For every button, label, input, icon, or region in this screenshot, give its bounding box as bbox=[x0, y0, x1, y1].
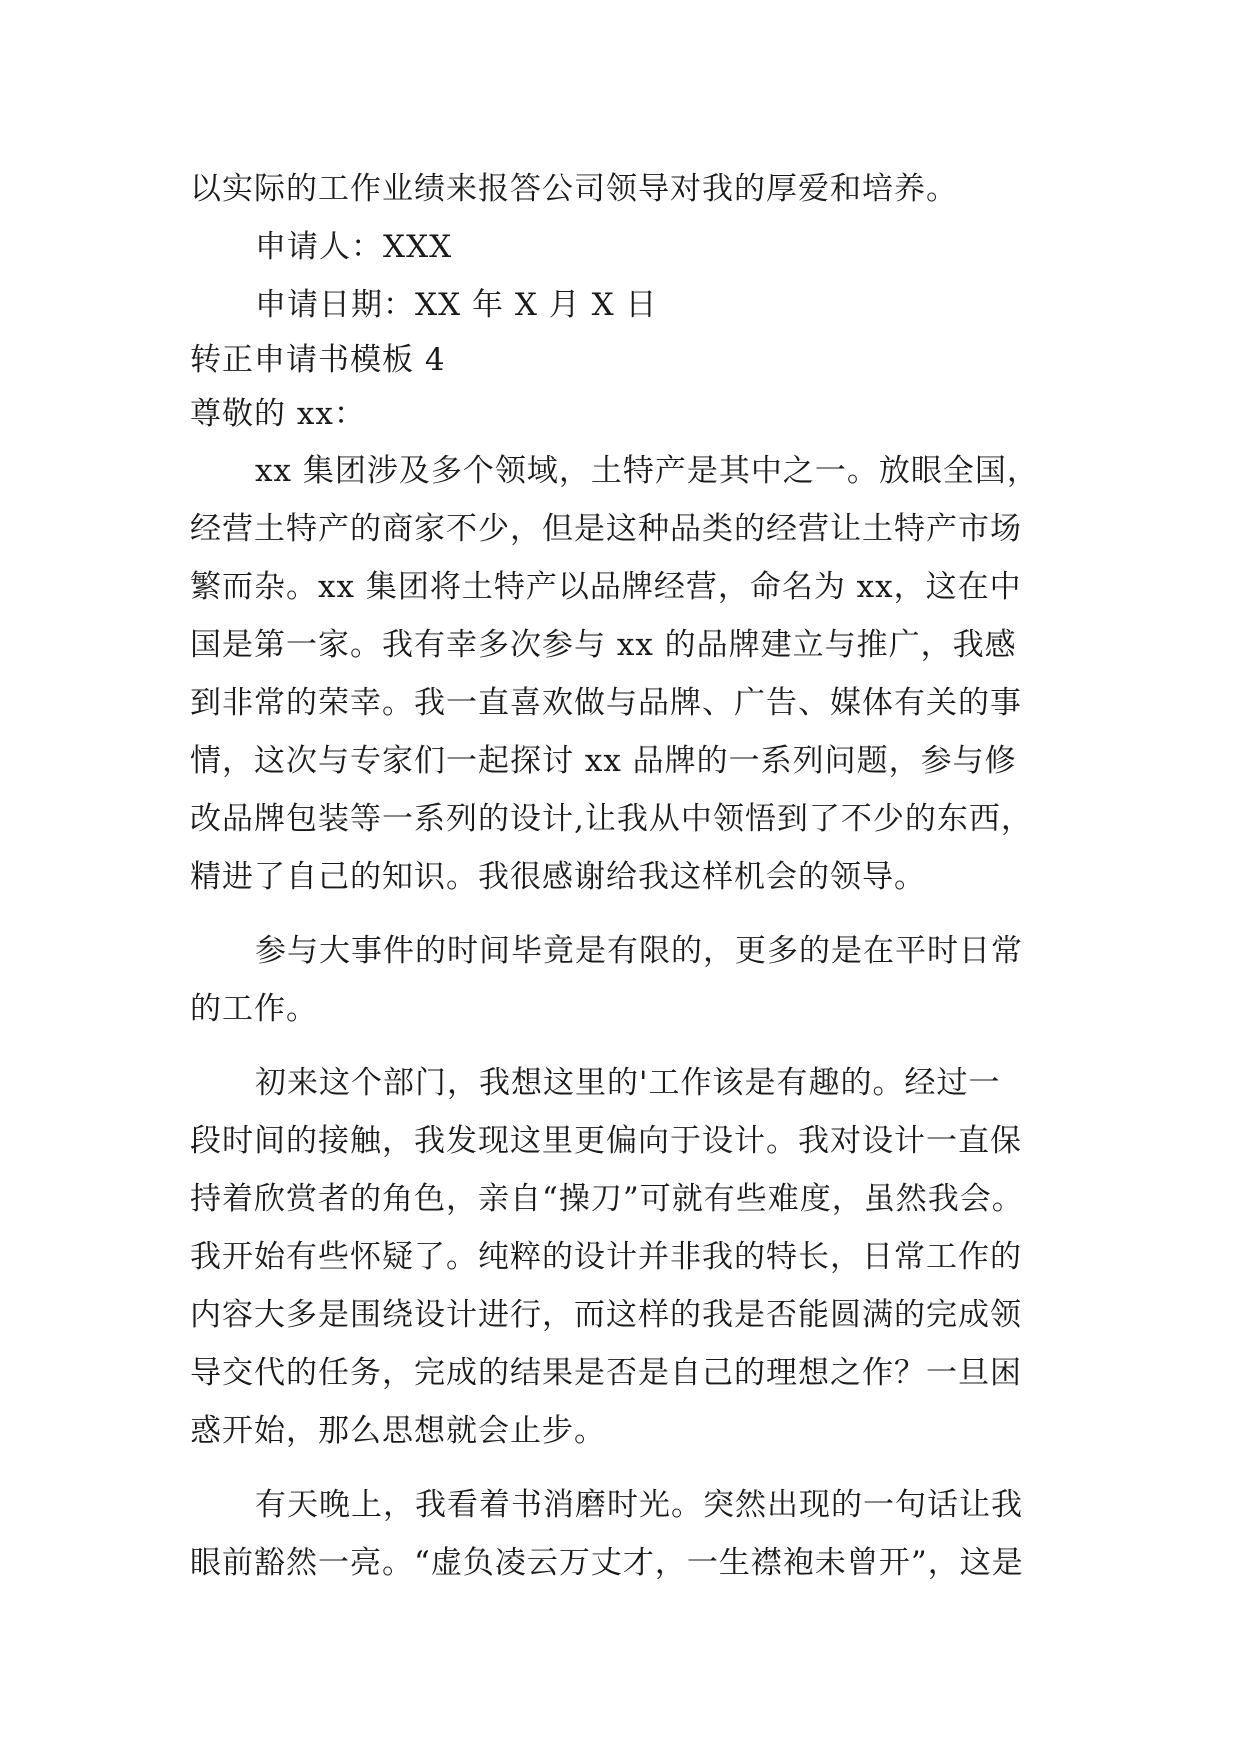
paragraph-line: 国是第一家。我有幸多次参与 xx 的品牌建立与推广，我感 bbox=[190, 627, 1017, 663]
paragraph-line: 内容大多是围绕设计进行，而这样的我是否能圆满的完成领 bbox=[190, 1297, 1022, 1333]
paragraph bbox=[190, 1054, 1070, 1460]
paragraph bbox=[190, 442, 1070, 906]
paragraph-line: 经营土特产的商家不少，但是这种品类的经营让土特产市场 bbox=[190, 511, 1022, 547]
paragraph-gap bbox=[190, 1460, 1070, 1476]
paragraph-gap bbox=[190, 1038, 1070, 1054]
paragraph-line: 我开始有些怀疑了。纯粹的设计并非我的特长，日常工作的 bbox=[190, 1239, 1022, 1275]
document-body bbox=[190, 160, 1070, 1592]
paragraph-line: 眼前豁然一亮。“虚负凌云万丈才，一生襟袍未曾开”，这是 bbox=[190, 1545, 1024, 1581]
paragraph-line: 繁而杂。xx 集团将土特产以品牌经营，命名为 xx，这在中 bbox=[190, 569, 1022, 605]
paragraph bbox=[190, 1476, 1070, 1592]
paragraph-line: 持着欣赏者的角色，亲自“操刀”可就有些难度，虽然我会。 bbox=[190, 1181, 1024, 1217]
salutation: 尊敬的 xx： bbox=[190, 396, 366, 432]
paragraph-line: 初来这个部门，我想这里的'工作该是有趣的。经过一 bbox=[255, 1065, 1001, 1101]
paragraph-line: 参与大事件的时间毕竟是有限的，更多的是在平时日常 bbox=[255, 933, 1023, 969]
applicant-line: 申请人：XXX bbox=[255, 229, 453, 265]
paragraph-line: 有天晚上，我看着书消磨时光。突然出现的一句话让我 bbox=[255, 1487, 1023, 1523]
date-line: 申请日期：XX 年 X 月 X 日 bbox=[255, 287, 658, 323]
paragraph-line: 段时间的接触，我发现这里更偏向于设计。我对设计一直保 bbox=[190, 1123, 1022, 1159]
section-title: 转正申请书模板 4 bbox=[190, 342, 446, 378]
paragraph-line: 改品牌包装等一系列的设计,让我从中领悟到了不少的东西， bbox=[190, 801, 1033, 837]
paragraph-line: xx 集团涉及多个领域，土特产是其中之一。放眼全国， bbox=[255, 453, 1039, 489]
paragraph-line: 精进了自己的知识。我很感谢给我这样机会的领导。 bbox=[190, 859, 926, 895]
paragraph-gap bbox=[190, 906, 1070, 922]
paragraph bbox=[190, 922, 1070, 1038]
paragraph-line: 导交代的任务，完成的结果是否是自己的理想之作？一旦困 bbox=[190, 1355, 1022, 1391]
paragraph-line: 情，这次与专家们一起探讨 xx 品牌的一系列问题，参与修 bbox=[190, 743, 1017, 779]
closing-line: 以实际的工作业绩来报答公司领导对我的厚爱和培养。 bbox=[190, 171, 958, 207]
paragraph-line: 惑开始，那么思想就会止步。 bbox=[190, 1413, 606, 1449]
paragraph-line: 的工作。 bbox=[190, 991, 318, 1027]
paragraph-line: 到非常的荣幸。我一直喜欢做与品牌、广告、媒体有关的事 bbox=[190, 685, 1022, 721]
